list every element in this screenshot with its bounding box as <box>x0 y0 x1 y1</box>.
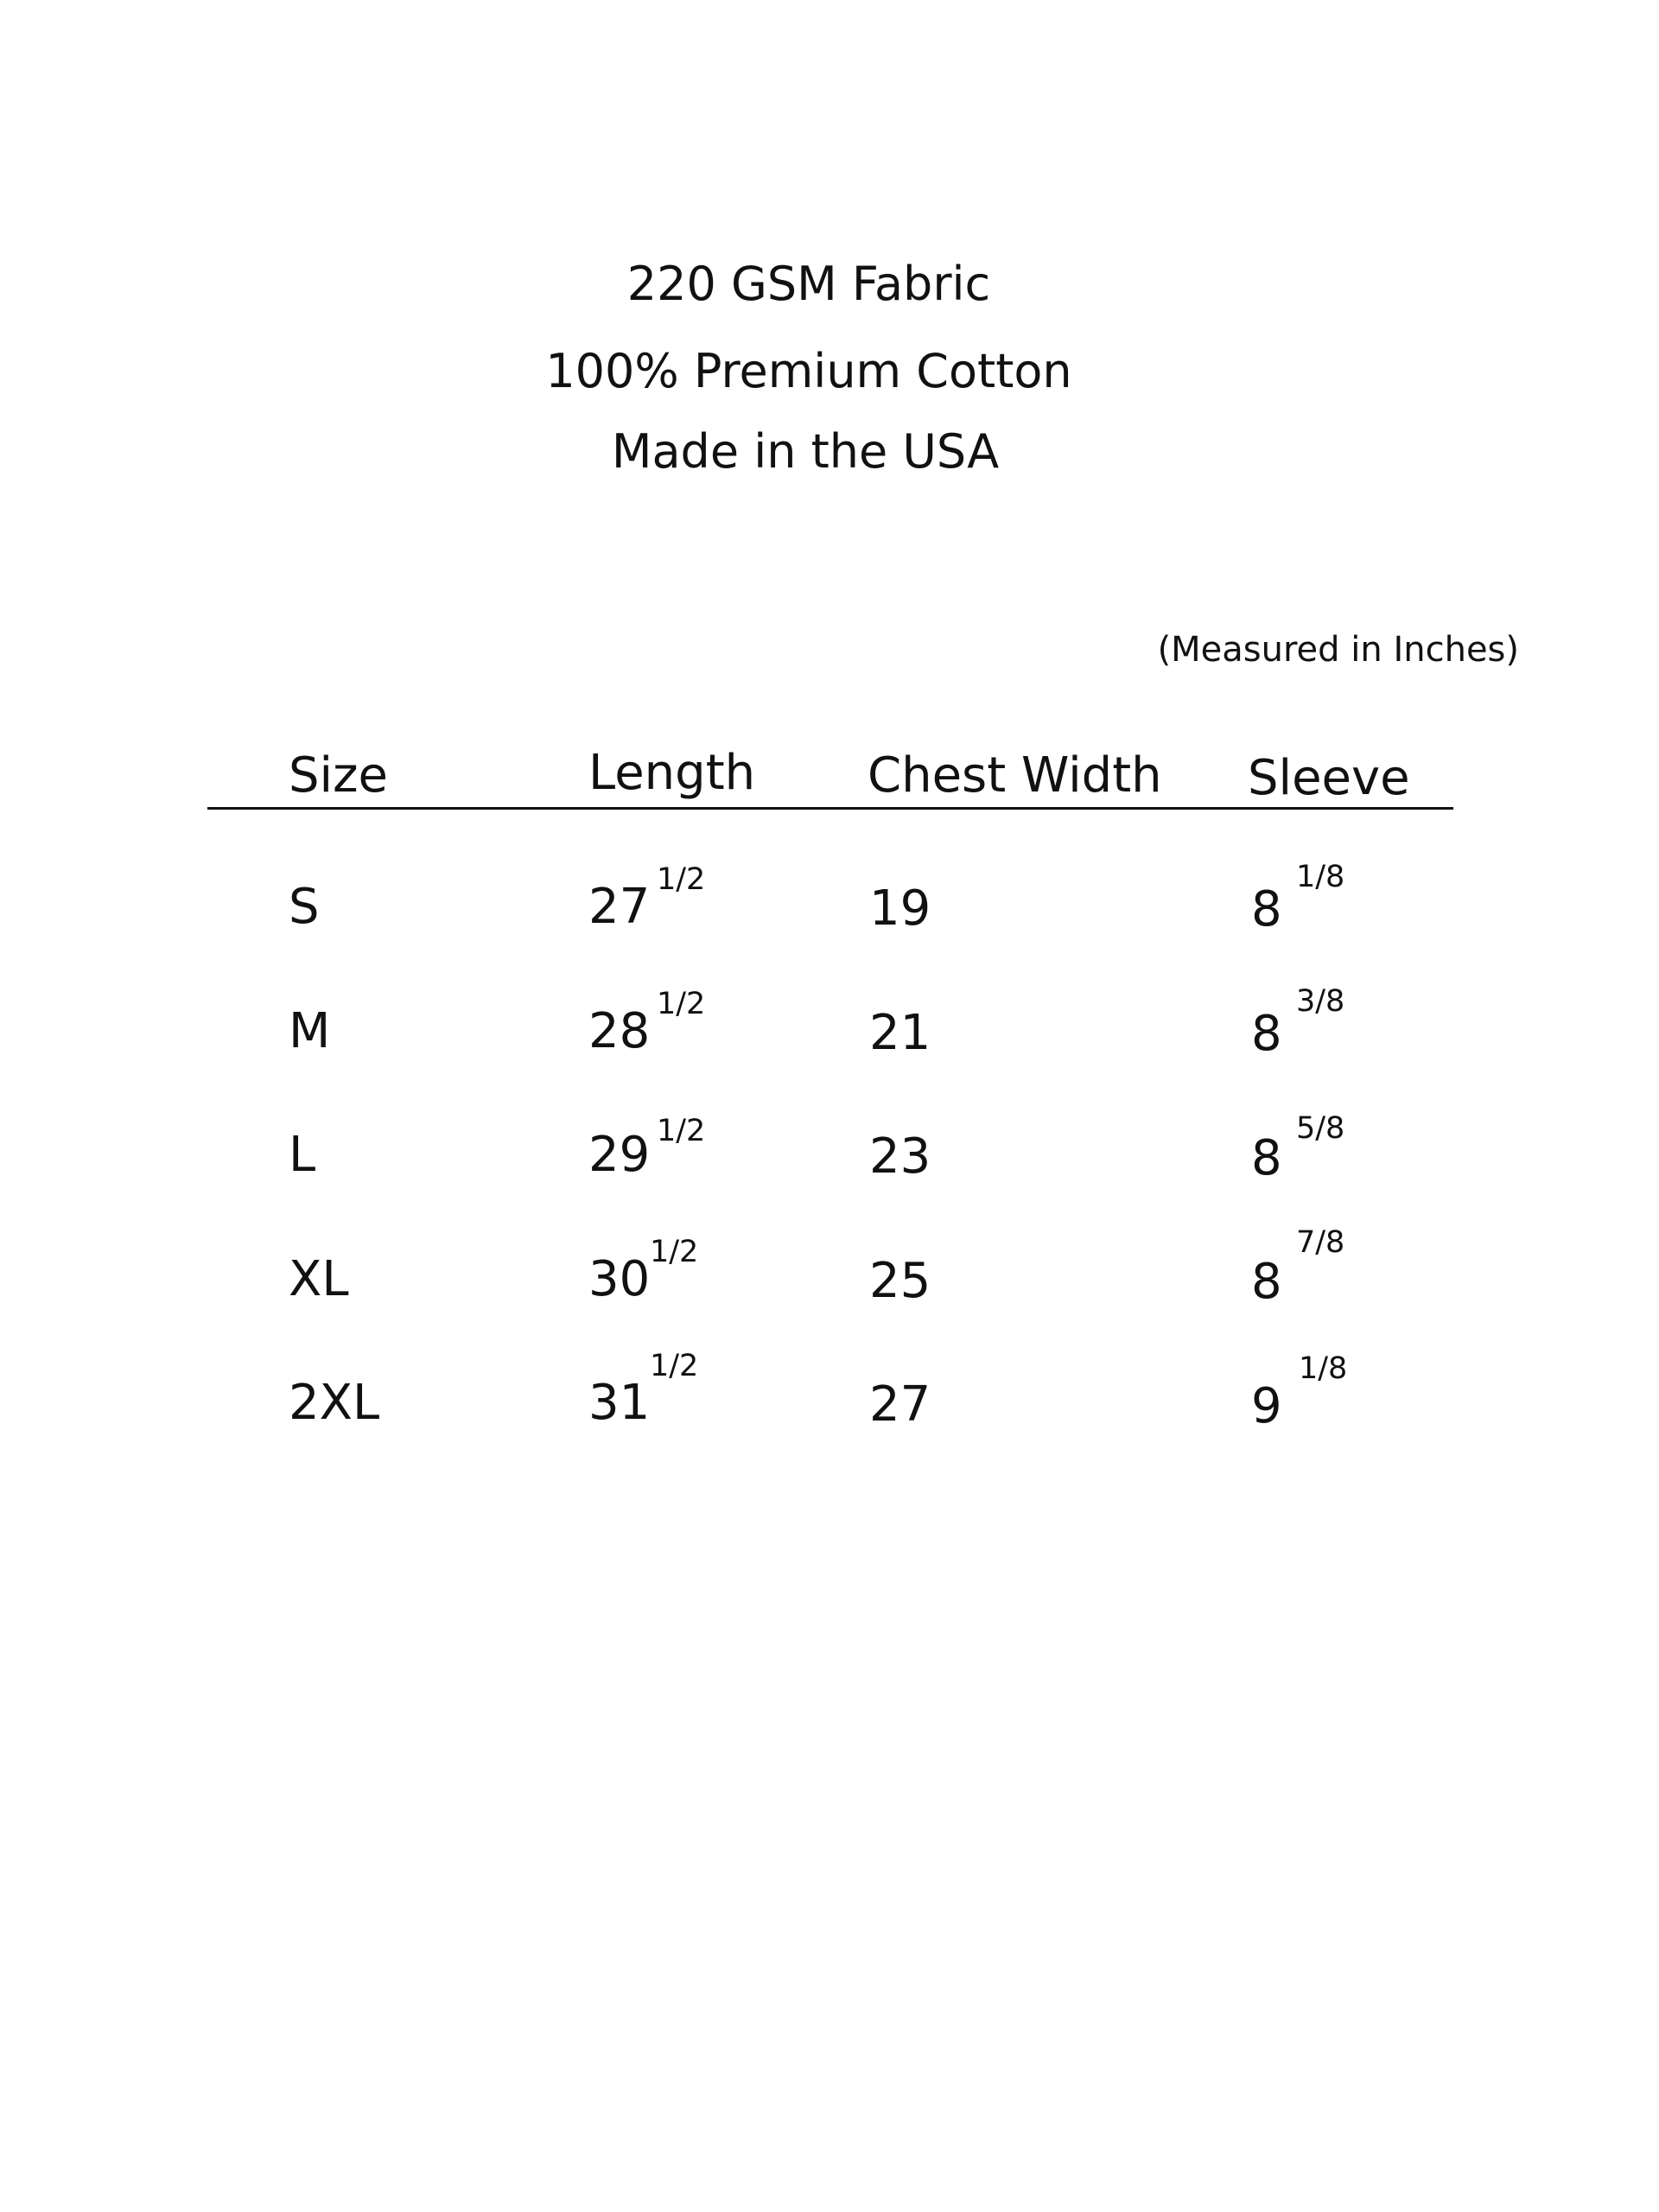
fabric-weight-text: 220 GSM Fabric <box>626 257 991 311</box>
column-header-chest-width: Chest Width <box>868 747 1162 804</box>
cell-length: 31 <box>588 1375 651 1431</box>
cell-size: L <box>289 1127 316 1183</box>
cell-size: S <box>289 879 320 935</box>
cell-length: 27 <box>588 879 651 935</box>
cell-sleeve-fraction: 1/8 <box>1299 1351 1348 1386</box>
column-header-length: Length <box>588 745 756 801</box>
units-note: (Measured in Inches) <box>1157 630 1519 670</box>
cell-chest: 21 <box>869 1005 931 1061</box>
cell-length-fraction: 1/2 <box>650 1235 699 1269</box>
cell-size: XL <box>289 1251 349 1307</box>
cell-sleeve: 8 <box>1251 1006 1282 1062</box>
cell-sleeve: 9 <box>1251 1378 1282 1434</box>
cell-length-fraction: 1/2 <box>657 862 706 897</box>
header-divider <box>207 807 1453 810</box>
origin-text: Made in the USA <box>611 424 1000 479</box>
cell-length-fraction: 1/2 <box>650 1349 699 1383</box>
cell-chest: 19 <box>869 880 931 937</box>
column-header-sleeve: Sleeve <box>1248 750 1410 806</box>
cell-size: 2XL <box>289 1375 380 1431</box>
cell-chest: 27 <box>869 1376 931 1433</box>
cell-length-fraction: 1/2 <box>657 987 706 1021</box>
cell-sleeve-fraction: 1/8 <box>1296 860 1345 894</box>
column-header-size: Size <box>289 747 388 804</box>
cell-sleeve: 8 <box>1251 1130 1282 1186</box>
cell-chest: 25 <box>869 1253 931 1309</box>
cell-sleeve-fraction: 3/8 <box>1296 984 1345 1019</box>
cell-length-fraction: 1/2 <box>657 1114 706 1148</box>
cell-size: M <box>289 1003 331 1059</box>
cell-length: 30 <box>588 1251 651 1307</box>
material-text: 100% Premium Cotton <box>545 344 1072 398</box>
cell-sleeve-fraction: 5/8 <box>1296 1111 1345 1146</box>
cell-sleeve-fraction: 7/8 <box>1296 1225 1345 1260</box>
cell-length: 29 <box>588 1127 651 1183</box>
cell-length: 28 <box>588 1003 651 1059</box>
cell-chest: 23 <box>869 1128 931 1185</box>
cell-sleeve: 8 <box>1251 881 1282 938</box>
cell-sleeve: 8 <box>1251 1254 1282 1310</box>
